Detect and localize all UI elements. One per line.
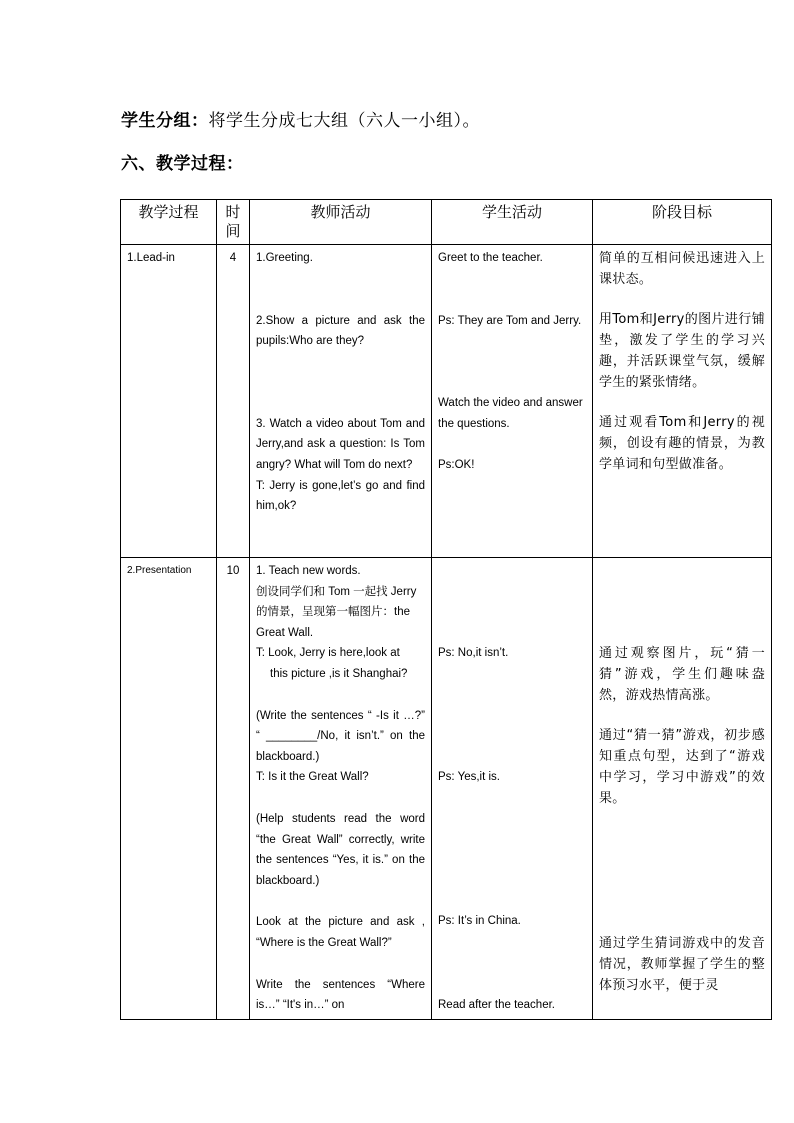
student-step: Watch the video and answer the questions. [438, 397, 583, 430]
student-step: Ps: Yes,it is. [438, 770, 501, 783]
student-step: Read after the teacher. [438, 998, 555, 1011]
table-row [121, 245, 772, 558]
goal-text: 通过学生猜词游戏中的发音情况，教师掌握了学生的整体预习水平，便于灵 [599, 936, 765, 993]
student-step: Ps: It’s in China. [438, 915, 521, 928]
student-step: Ps: They are Tom and Jerry. [438, 314, 582, 327]
header-student-activity: 学生活动 [432, 200, 593, 245]
teacher-step: T: Jerry is gone,let’s go and find him,ok? [256, 479, 425, 513]
time-cell: 4 [217, 245, 250, 558]
header-time: 时间 [217, 200, 250, 245]
teacher-step: (Write the sentences “ -Is it …?” “ ________/No, it isn’t.” on the blackboard.) [256, 709, 425, 763]
teacher-step: Write the sentences “Where is…” “It's in…” on [256, 978, 425, 1012]
student-grouping-heading [121, 106, 480, 131]
header-stage: 教学过程 [121, 200, 217, 245]
teacher-step: 1. Teach new words. [256, 565, 361, 577]
goal-text: 通过观看Tom和Jerry的视频，创设有趣的情景，为教学单词和句型做准备。 [599, 415, 765, 472]
teacher-step: (Help students read the word “the Great Wall” correctly, write the sentences “Yes, it is.” on the blackboard.) [256, 812, 425, 887]
teacher-step: T: Look, Jerry is here,look at [256, 647, 400, 660]
teacher-activity-cell [250, 558, 432, 1020]
student-activity-cell [432, 245, 593, 558]
teacher-step: 1.Greeting. [256, 252, 313, 264]
stage-goal-cell [593, 245, 772, 558]
stage-goal-cell [593, 558, 772, 1020]
header-teacher-activity: 教师活动 [250, 200, 432, 245]
teacher-step: 3. Watch a video about Tom and Jerry,and ask a question: Is Tom angry? What will Tom do next? [256, 417, 425, 471]
teacher-step: 创设同学们和 Tom 一起找 Jerry 的情景，呈现第一幅图片：the Great Wall. [256, 585, 417, 639]
teaching-process-table [120, 199, 772, 1020]
student-activity-cell [432, 558, 593, 1020]
teaching-process-heading: 六、教学过程： [121, 154, 244, 174]
teacher-activity-cell [250, 245, 432, 558]
table-header-row [121, 200, 772, 245]
goal-text: 通过“猜一猜”游戏，初步感知重点句型，达到了“游戏中学习，学习中游戏”的效果。 [599, 728, 765, 806]
table-row [121, 558, 772, 1020]
student-grouping-label: 学生分组： [121, 111, 209, 131]
student-step: Greet to the teacher. [438, 252, 543, 264]
goal-text: 简单的互相问候迅速进入上课状态。 [599, 251, 765, 287]
time-cell: 10 [217, 558, 250, 1020]
teacher-step: T: Is it the Great Wall? [256, 771, 369, 784]
teacher-step: Look at the picture and ask , “Where is the Great Wall?” [256, 916, 425, 949]
teacher-step: this picture ,is it Shanghai? [270, 667, 408, 680]
goal-text: 用Tom和Jerry的图片进行铺垫，激发了学生的学习兴趣，并活跃课堂气氛，缓解学生的紧张情绪。 [599, 312, 765, 390]
student-step: Ps: No,it isn’t. [438, 647, 509, 659]
student-step: Ps:OK! [438, 459, 475, 472]
stage-cell: 1.Lead-in [121, 245, 217, 558]
header-stage-goal: 阶段目标 [593, 200, 772, 245]
teacher-step: 2.Show a picture and ask the pupils:Who are they? [256, 314, 425, 348]
student-grouping-text: 将学生分成七大组（六人一小组）。 [208, 111, 480, 131]
goal-text: 通过观察图片，玩“猜一猜”游戏，学生们趣味盎然，游戏热情高涨。 [599, 646, 765, 703]
stage-cell: 2.Presentation [121, 558, 217, 1020]
